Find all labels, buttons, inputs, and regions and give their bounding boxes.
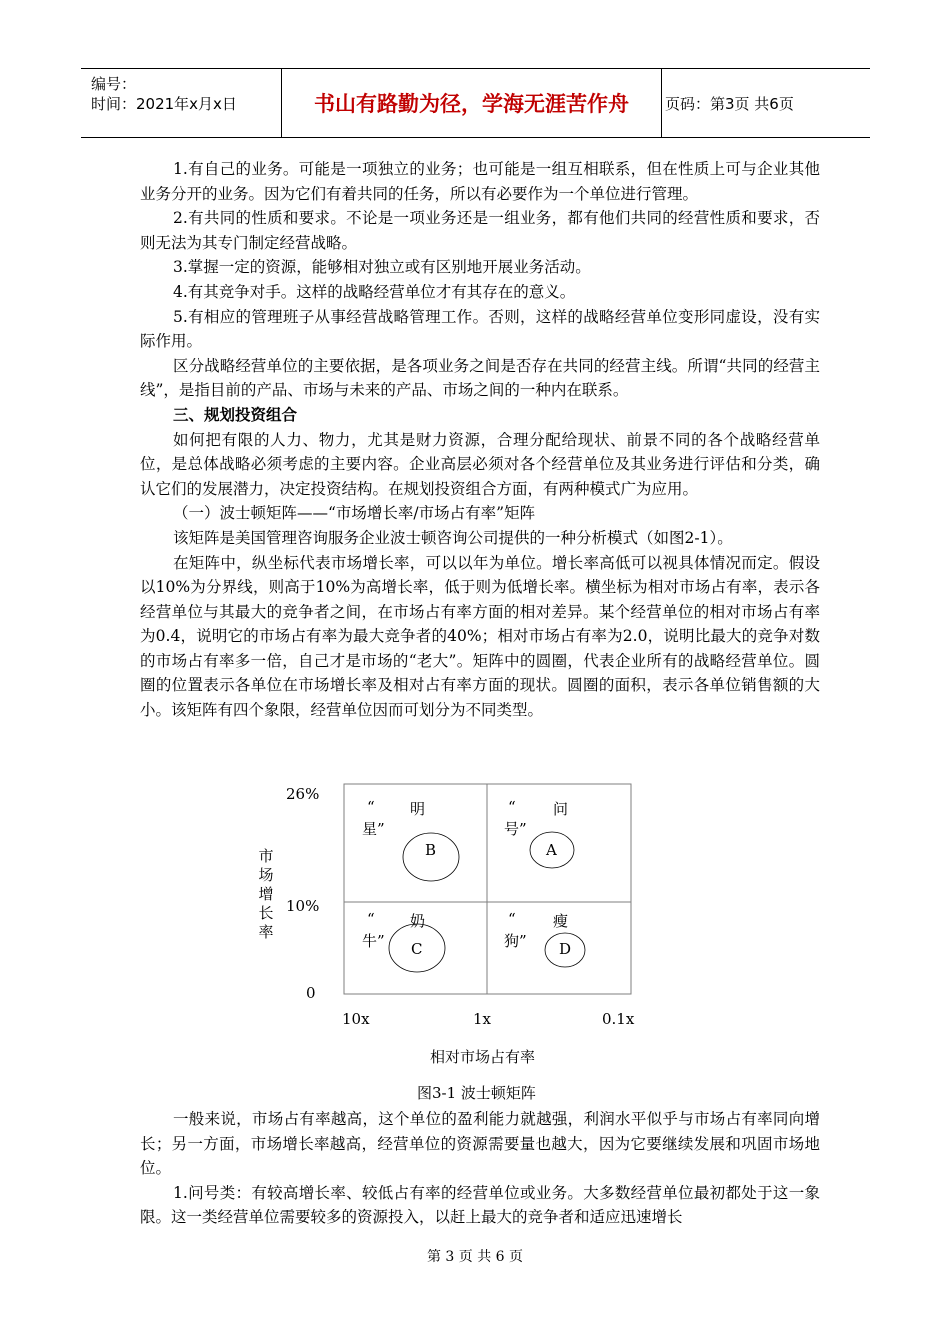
- x-tick: 10x: [342, 1010, 370, 1028]
- body-text-bottom: [140, 1107, 820, 1230]
- paragraph: 4.有其竞争对手。这样的战略经营单位才有其存在的意义。: [173, 282, 576, 301]
- quadrant-label: 瘦: [553, 912, 569, 930]
- paragraph: 在矩阵中，纵坐标代表市场增长率，可以以年为单位。增长率高低可以视具体情况而定。假设以10%为分界线，则高于10%为高增长率，低于则为低增长率。横坐标为相对市场占有率，表示各经营单位与其最大的竞争者之间，在市场占有率方面的相对差异。某个经营单位的相对市场占有率为0.4，说明它的市场占有率为最大竞争者的40%；相对市场占有率为2.0，说明比最大的竞争对数的市场占有率多一倍，自己才是市场的“老大”。矩阵中的圆圈，代表企业所有的战略经营单位。圆圈的位置表示各单位在市场增长率及相对占有率方面的现状。圆圈的面积，表示各单位销售额的大小。该矩阵有四个象限，经营单位因而可划分为不同类型。: [140, 553, 820, 720]
- header-motto: 书山有路勤为径，学海无涯苦作舟: [282, 69, 662, 137]
- header-meta-cell: [81, 69, 282, 137]
- quadrant-label: 牛”: [362, 932, 385, 950]
- circle-label: C: [411, 940, 423, 958]
- quadrant-label: 问: [553, 800, 569, 818]
- quadrant-label: “: [367, 798, 375, 816]
- y-axis-label: 市场增长率: [258, 847, 274, 941]
- paragraph: 5.有相应的管理班子从事经营战略管理工作。否则，这样的战略经营单位变形同虚设，没有实际作用。: [140, 307, 820, 351]
- paragraph: 1.有自己的业务。可能是一项独立的业务；也可能是一组互相联系，但在性质上可与企业其他业务分开的业务。因为它们有着共同的任务，所以有必要作为一个单位进行管理。: [140, 160, 820, 203]
- figure-caption: 图3-1 波士顿矩阵: [417, 1084, 536, 1102]
- paragraph: 1.问号类：有较高增长率、较低占有率的经营单位或业务。大多数经营单位最初都处于这一象限。这一类经营单位需要较多的资源投入，以赶上最大的竞争者和适应迅速增长: [140, 1183, 820, 1227]
- paragraph: 一般来说，市场占有率越高，这个单位的盈利能力就越强，利润水平似乎与市场占有率同向增长；另一方面，市场增长率越高，经营单位的资源需要量也越大，因为它要继续发展和巩固市场地位。: [140, 1110, 820, 1178]
- quadrant-label: “: [508, 910, 516, 928]
- number-label: 编号：: [91, 75, 137, 93]
- quadrant-label: 狗”: [504, 932, 527, 950]
- paragraph: 该矩阵是美国管理咨询服务企业波士顿咨询公司提供的一种分析模式（如图2-1）。: [173, 528, 733, 547]
- page-footer: 第 3 页 共 6 页: [426, 1249, 524, 1265]
- time-label: 时间：2021年x月x日: [91, 95, 237, 113]
- quadrant-label: 星”: [362, 820, 385, 838]
- circle-label: B: [425, 841, 437, 859]
- paragraph: 如何把有限的人力、物力，尤其是财力资源，合理分配给现状、前景不同的各个战略经营单位，是总体战略必须考虑的主要内容。企业高层必须对各个经营单位及其业务进行评估和分类，确认它们的发展潜力，决定投资结构。在规划投资组合方面，有两种模式广为应用。: [140, 430, 820, 498]
- bcg-matrix-figure: [240, 780, 660, 1100]
- y-tick: 10%: [286, 897, 320, 915]
- circle-label: D: [559, 940, 572, 958]
- section-heading: 三、规划投资组合: [173, 404, 298, 424]
- y-tick: 26%: [286, 785, 320, 803]
- x-tick: 1x: [473, 1010, 492, 1028]
- quadrant-label: “: [367, 910, 375, 928]
- circle-label: A: [546, 841, 557, 859]
- body-text-top: [140, 157, 820, 723]
- quadrant-label: “: [508, 798, 516, 816]
- document-header: [81, 68, 870, 138]
- y-tick: 0: [306, 984, 316, 1002]
- quadrant-label: 号”: [504, 820, 527, 838]
- x-tick: 0.1x: [602, 1010, 635, 1028]
- paragraph: 区分战略经营单位的主要依据，是各项业务之间是否存在共同的经营主线。所谓“共同的经营主线”，是指目前的产品、市场与未来的产品、市场之间的一种内在联系。: [140, 356, 820, 400]
- subsection-heading: （一）波士顿矩阵——“市场增长率/市场占有率”矩阵: [173, 504, 536, 523]
- paragraph: 2.有共同的性质和要求。不论是一项业务还是一组业务，都有他们共同的经营性质和要求，否则无法为其专门制定经营战略。: [140, 209, 820, 252]
- quadrant-label: 奶: [410, 912, 426, 930]
- quadrant-label: 明: [410, 800, 426, 818]
- paragraph: 3.掌握一定的资源，能够相对独立或有区别地开展业务活动。: [173, 258, 591, 277]
- header-page-info: 页码：第3页 共6页: [665, 94, 794, 113]
- x-axis-label: 相对市场占有率: [430, 1048, 536, 1066]
